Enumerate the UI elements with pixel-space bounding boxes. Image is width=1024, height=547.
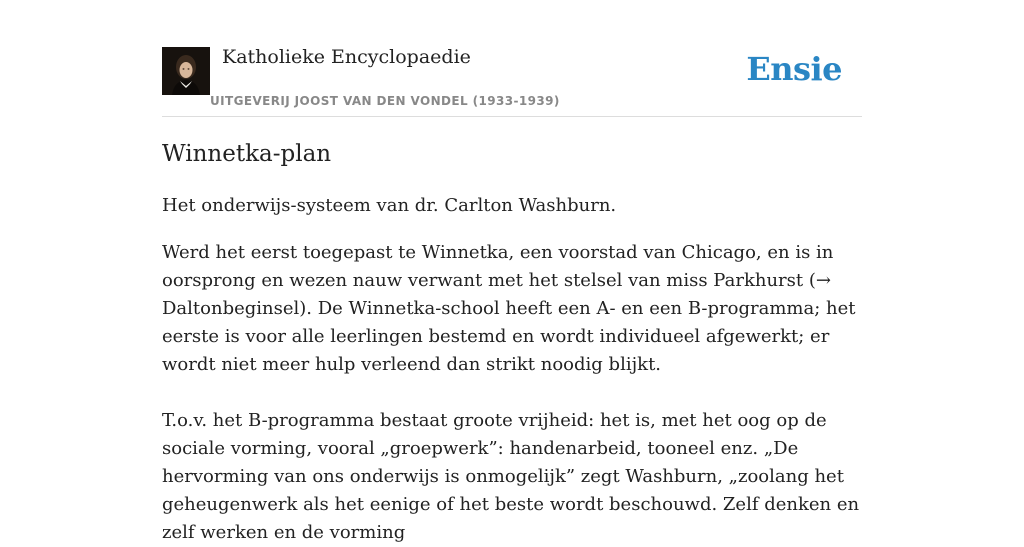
- portrait-avatar[interactable]: [162, 47, 210, 95]
- site-title[interactable]: Katholieke Encyclopaedie: [222, 46, 471, 68]
- site-header: [162, 40, 862, 117]
- article-title: Winnetka-plan: [162, 141, 332, 167]
- article-paragraph: T.o.v. het B-programma bestaat groote vrijheid: het is, met het oog op de sociale vorming, vooral „groepwerk”: handenarbeid, tooneel enz. „De hervorming van ons onderwijs is onmogelijk” zegt Washburn, „zoolang het geheugenwerk als het eenige of het beste wordt beschouwd. Zelf denken en zelf werken en de vorming: [162, 410, 860, 543]
- article-lead: Het onderwijs-systeem van dr. Carlton Washburn.: [162, 195, 617, 216]
- article: [162, 138, 862, 547]
- ensie-logo[interactable]: Ensie: [746, 50, 842, 88]
- portrait-icon: [162, 47, 210, 95]
- publisher-label: UITGEVERIJ JOOST VAN DEN VONDEL (1933-1939): [210, 94, 560, 108]
- article-paragraph: Werd het eerst toegepast te Winnetka, een voorstad van Chicago, en is in oorsprong en wezen nauw verwant met het stelsel van miss Parkhurst (→ Daltonbeginsel). De Winnetka-school heeft een A- en een B-programma; het eerste is voor alle leerlingen bestemd en wordt individueel afgewerkt; er wordt niet meer hulp verleend dan strikt noodig blijkt.: [162, 242, 856, 375]
